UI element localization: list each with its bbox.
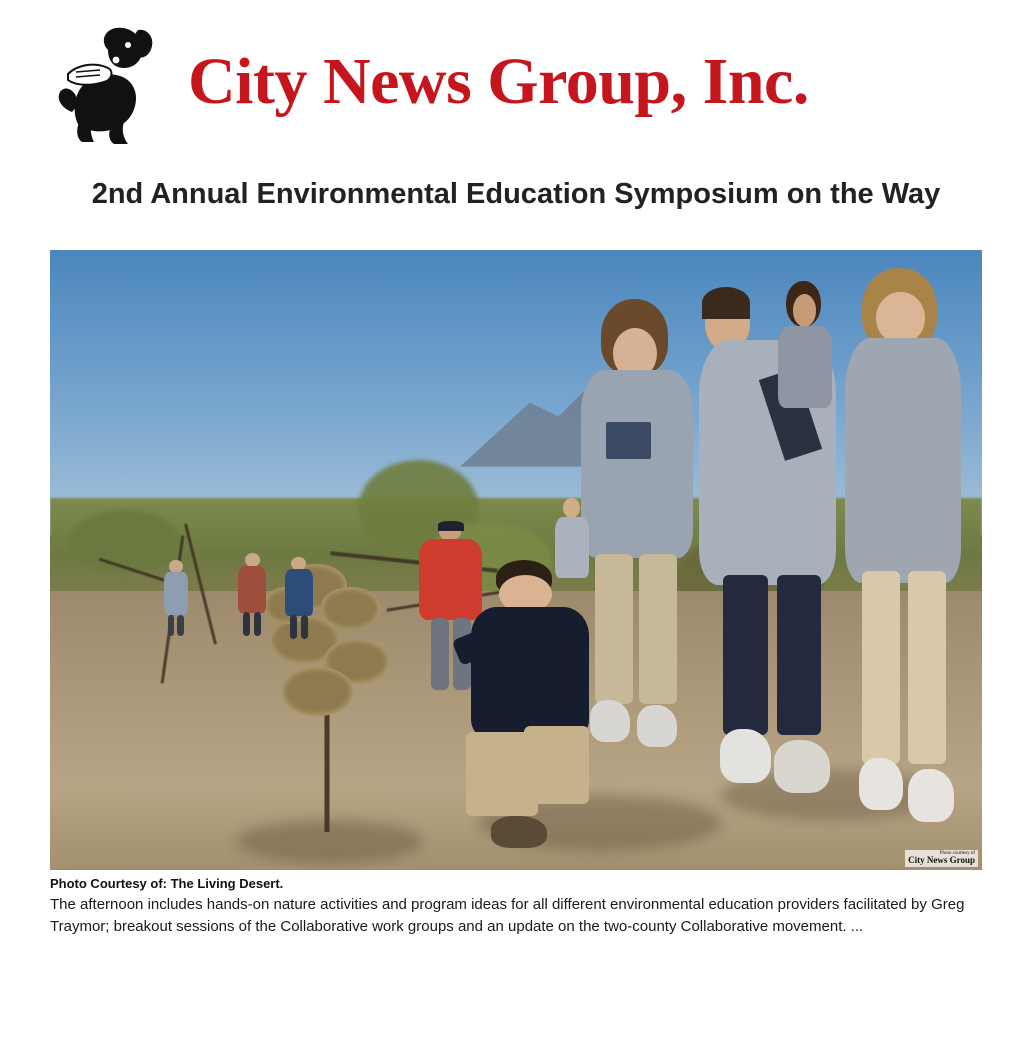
- person-background: [283, 557, 315, 638]
- photo-credit-stamp: [905, 850, 978, 867]
- person-background: [777, 281, 833, 417]
- photo-credit-line1: Photo courtesy of: [939, 851, 975, 856]
- sweatshirt-logo: [606, 422, 651, 460]
- masthead-title: City News Group, Inc.: [188, 45, 809, 119]
- dog-with-newspaper-icon: [50, 16, 170, 148]
- person-background: [553, 498, 590, 597]
- person-background: [162, 560, 190, 634]
- cactus-pad: [282, 667, 354, 715]
- person-student-right: [842, 268, 963, 851]
- cholla-cactus: [255, 547, 404, 832]
- person-crouching-boy: [460, 560, 600, 858]
- photo-scene: [50, 250, 982, 870]
- photo-caption: Photo Courtesy of: The Living Desert.: [50, 875, 284, 891]
- hair: [702, 287, 750, 319]
- article-body: The afternoon includes hands-on nature activities and program ideas for all different environmental education providers facilitated by Greg Traymor; breakout sessions of the Collaborative work groups and an update on the two-county Collaborative movement. ...: [50, 895, 965, 936]
- article-photo: [50, 250, 982, 870]
- person-background: [236, 553, 268, 634]
- masthead: [0, 0, 1032, 150]
- cap: [438, 521, 464, 531]
- page-title: 2nd Annual Environmental Education Symposium on the Way: [91, 178, 941, 210]
- photo-credit-line2: City News Group: [908, 855, 975, 866]
